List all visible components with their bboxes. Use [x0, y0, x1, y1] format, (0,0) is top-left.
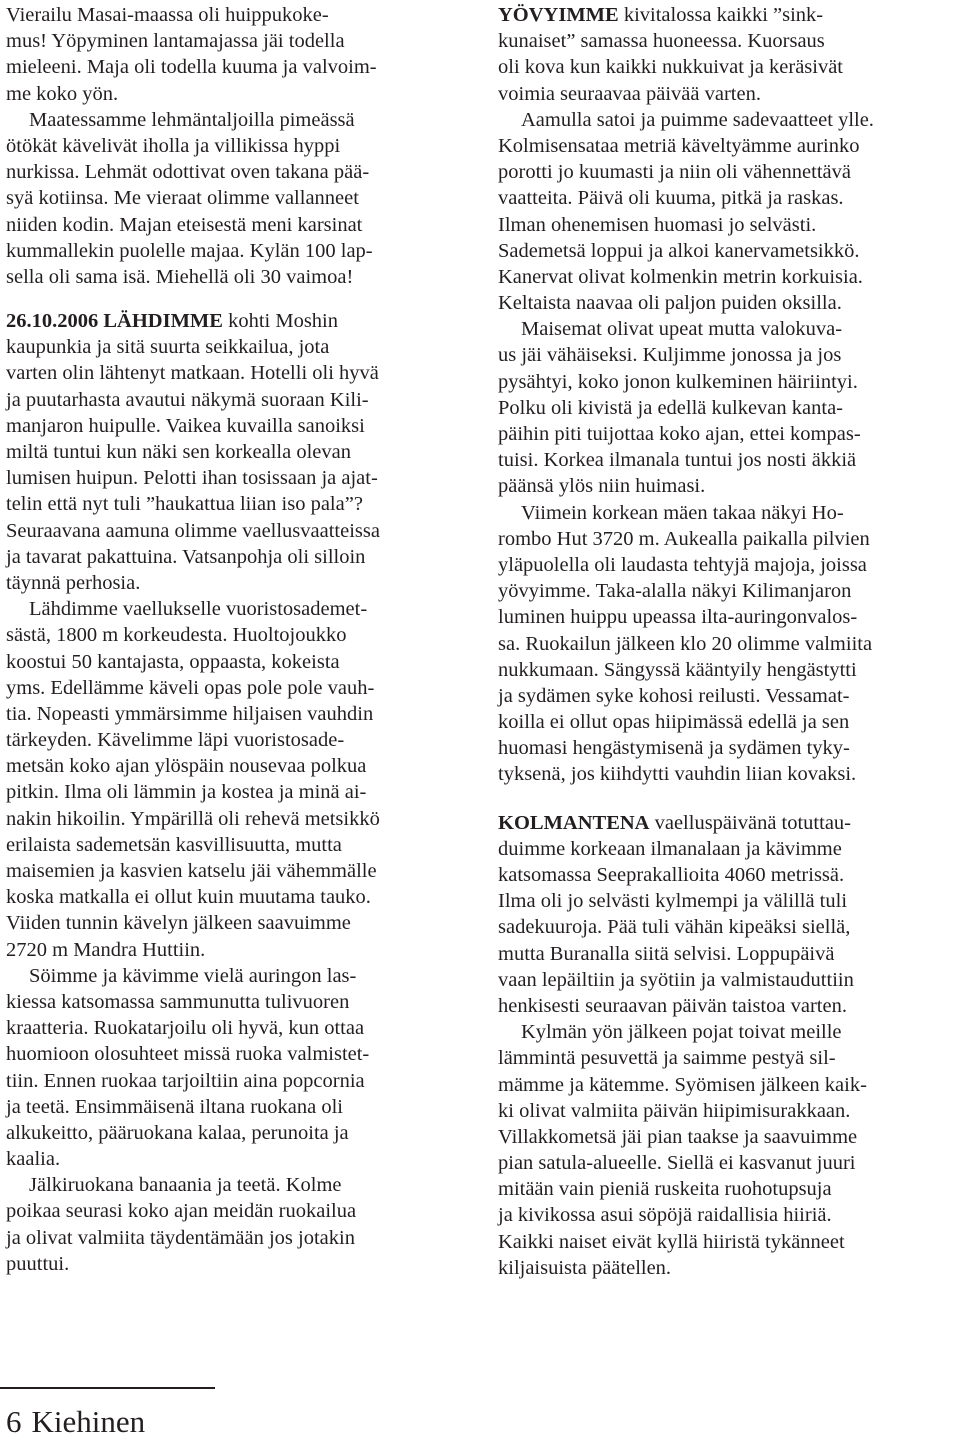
text-line — [498, 1176, 950, 1202]
line-text: ja teetä. Ensimmäisenä iltana ruokana oli — [6, 1095, 343, 1118]
line-text: ja kivikossa asui söpöjä raidallisia hiiriä. — [498, 1204, 832, 1227]
line-text: telin että nyt tuli ”haukattua liian iso pala”? — [6, 493, 363, 516]
text-line — [6, 387, 454, 413]
text-line — [6, 701, 454, 727]
line-text: Viiden tunnin kävelyn jälkeen saavuimme — [6, 912, 351, 935]
line-text: katsomassa Seeprakallioita 4060 metrissä. — [498, 864, 845, 886]
text-line — [498, 657, 950, 683]
line-text: ki olivat valmiita päivän hiipimisurakkaan. — [498, 1099, 851, 1122]
line-text: Polku oli kivistä ja edellä kulkevan kanta- — [498, 396, 843, 419]
text-line — [6, 212, 454, 238]
text-line — [6, 185, 454, 211]
line-text: tyksenä, jos kiihdytti vauhdin liian kovaksi. — [498, 763, 857, 786]
text-line — [6, 2, 454, 28]
line-text: Lähdimme vaellukselle vuoristosademet- — [29, 598, 368, 621]
text-line — [6, 989, 454, 1015]
text-line — [6, 238, 454, 264]
text-line — [498, 107, 950, 133]
text-line — [498, 862, 950, 888]
line-text: poikaa seurasi koko ajan meidän ruokailua — [6, 1200, 357, 1223]
line-text: mämme ja kätemme. Syömisen jälkeen kaik- — [498, 1073, 867, 1096]
text-line — [498, 54, 950, 80]
text-line — [498, 500, 950, 526]
line-text: pian satula-alueelle. Siellä ei kasvanut juuri — [498, 1152, 856, 1175]
line-text: manjaron huipulle. Vaikea kuvailla sanoiksi — [6, 414, 365, 437]
line-text: yövyimme. Taka-alalla näkyi Kilimanjaron — [498, 580, 852, 603]
text-line — [498, 526, 950, 552]
line-text: Söimme ja kävimme vielä auringon las- — [29, 964, 357, 987]
line-text: alkukeitto, pääruokana kalaa, perunoita ja — [6, 1121, 349, 1144]
text-line — [498, 473, 950, 499]
line-text: us jäi vähäiseksi. Kuljimme jonossa ja jos — [498, 344, 842, 367]
text-line — [6, 159, 454, 185]
text-line — [6, 518, 454, 544]
line-text: täynnä perhosia. — [6, 571, 141, 594]
line-text: porotti jo kuumasti ja niin oli vähennettävä — [498, 161, 851, 184]
line-text: Seuraavana aamuna olimme vaellusvaatteissa — [6, 519, 380, 542]
line-text: metsän koko ajan ylöspäin nousevaa polkua — [6, 755, 367, 778]
lead-in-heading: KOLMANTENA — [498, 811, 650, 834]
text-line — [6, 54, 454, 80]
text-line — [6, 779, 454, 805]
left-text-column — [6, 2, 454, 1277]
line-text: päihin piti tuijottaa koko ajan, ettei kompas- — [498, 423, 861, 445]
line-text: pitkin. Ilma oli lämmin ja kostea ja minä ai- — [6, 781, 367, 804]
text-line — [6, 360, 454, 386]
text-line — [6, 439, 454, 465]
line-text: 2720 m Mandra Huttiin. — [6, 938, 206, 961]
text-line — [6, 622, 454, 648]
paragraph-gap — [6, 290, 454, 308]
text-line — [498, 1098, 950, 1124]
text-line — [6, 806, 454, 832]
text-line — [498, 421, 950, 447]
line-text: koilla ei ollut opas hiipimässä edellä ja sen — [498, 711, 850, 734]
text-line — [498, 683, 950, 709]
page-number: 6 — [6, 1404, 22, 1439]
text-line — [498, 914, 950, 940]
line-text: ötökät kävelivät iholla ja villikissa hyppi — [6, 134, 341, 157]
text-line — [6, 1251, 454, 1277]
line-text: erilaista sademetsän kasvillisuutta, mutta — [6, 833, 342, 856]
text-line — [498, 447, 950, 473]
line-text: maisemien ja kasvien katselu jäi vähemmälle — [6, 860, 377, 882]
line-text: yms. Edellämme käveli opas pole pole vauh- — [6, 676, 375, 699]
text-line — [498, 133, 950, 159]
text-line — [6, 596, 454, 622]
text-line — [6, 1068, 454, 1094]
text-line — [498, 888, 950, 914]
text-line — [498, 1019, 950, 1045]
line-text: mus! Yöpyminen lantamajassa jäi todella — [6, 30, 345, 53]
text-line — [6, 465, 454, 491]
line-text: päänsä ylös niin huimasi. — [498, 475, 706, 498]
line-text: kohti Moshin — [222, 310, 338, 333]
line-text: ja olivat valmiita täydentämään jos jotakin — [6, 1226, 355, 1249]
line-text: vaatteita. Päivä oli kuuma, pitkä ja raskas. — [498, 187, 844, 210]
text-line — [498, 185, 950, 211]
line-text: Keltaista naavaa oli paljon puiden oksilla. — [498, 292, 842, 315]
line-text: mieleeni. Maja oli todella kuuma ja valvoim- — [6, 56, 377, 79]
line-text: oli kova kun kaikki nukkuivat ja keräsivät — [498, 56, 844, 79]
line-text: tia. Nopeasti ymmärsimme hiljaisen vauhdin — [6, 702, 374, 725]
text-line — [498, 1202, 950, 1228]
text-line — [6, 884, 454, 910]
line-text: vaan lepäiltiin ja syötiin ja valmistauduttiin — [498, 968, 854, 991]
text-line — [6, 832, 454, 858]
text-line — [498, 2, 950, 28]
line-text: syä kotiinsa. Me vieraat olimme vallanneet — [6, 187, 359, 210]
line-text: sästä, 1800 m korkeudesta. Huoltojoukko — [6, 624, 347, 647]
lead-in-heading: 26.10.2006 LÄHDIMME — [6, 310, 223, 333]
text-line — [498, 238, 950, 264]
text-line — [6, 727, 454, 753]
line-text: nurkissa. Lehmät odottivat oven takana pää- — [6, 161, 370, 184]
text-line — [498, 290, 950, 316]
line-text: henkisesti seuraavan päivän taistoa varten. — [498, 994, 847, 1017]
text-line — [498, 604, 950, 630]
lead-in-heading: YÖVYIMME — [498, 4, 619, 26]
text-line — [498, 395, 950, 421]
line-text: mutta Buranalla siitä selvisi. Loppupäivä — [498, 942, 835, 965]
text-line — [6, 264, 454, 290]
text-line — [6, 1120, 454, 1146]
text-line — [6, 107, 454, 133]
line-text: kummallekin puolelle majaa. Kylän 100 lap- — [6, 239, 373, 262]
line-text: tärkeyden. Kävelimme läpi vuoristosade- — [6, 729, 345, 752]
line-text: vaelluspäivänä totuttau- — [649, 811, 852, 834]
text-line — [6, 1094, 454, 1120]
text-line — [6, 910, 454, 936]
line-text: lämmintä pesuvettä ja saimme pestyä sil- — [498, 1047, 836, 1070]
text-line — [498, 735, 950, 761]
text-line — [6, 413, 454, 439]
text-line — [498, 552, 950, 578]
text-line — [6, 963, 454, 989]
line-text: ja puutarhasta avautui näkymä suoraan Kili- — [6, 388, 369, 411]
line-text: Vierailu Masai-maassa oli huippukoke- — [6, 4, 329, 26]
line-text: sadekuuroja. Pää tuli vähän kipeäksi siellä, — [498, 916, 851, 939]
footer-rule — [0, 1387, 215, 1389]
text-line — [498, 1150, 950, 1176]
text-line — [6, 308, 454, 334]
text-line — [498, 941, 950, 967]
line-text: Maisemat olivat upeat mutta valokuva- — [521, 318, 843, 341]
line-text: sa. Ruokailun jälkeen klo 20 olimme valmiita — [498, 632, 873, 655]
line-text: Sademetsä loppui ja alkoi kanervametsikkö. — [498, 239, 860, 262]
line-text: kaupunkia ja sitä suurta seikkailua, jota — [6, 336, 330, 359]
text-line — [6, 491, 454, 517]
text-line — [6, 753, 454, 779]
text-line — [6, 675, 454, 701]
line-text: Viimein korkean mäen takaa näkyi Ho- — [521, 501, 844, 524]
line-text: kiessa katsomassa sammunutta tulivuoren — [6, 990, 350, 1013]
text-line — [498, 1045, 950, 1071]
text-line — [6, 1198, 454, 1224]
text-line — [6, 570, 454, 596]
line-text: Ilma oli jo selvästi kylmempi ja välillä tuli — [498, 890, 848, 913]
text-line — [6, 858, 454, 884]
text-line — [498, 342, 950, 368]
text-line — [6, 1172, 454, 1198]
text-line — [498, 761, 950, 787]
line-text: kiljaisuista päätellen. — [498, 1256, 672, 1279]
line-text: yläpuolella oli laudasta tehtyjä majoja, joissa — [498, 553, 867, 576]
text-line — [6, 28, 454, 54]
line-text: ja tavarat pakattuina. Vatsanpohja oli silloin — [6, 545, 366, 568]
line-text: tuisi. Korkea ilmanala tuntui jos nosti äkkiä — [498, 449, 857, 472]
text-line — [6, 1015, 454, 1041]
text-line — [6, 544, 454, 570]
line-text: Kylmän yön jälkeen pojat toivat meille — [521, 1021, 842, 1044]
text-line — [498, 28, 950, 54]
text-line — [6, 937, 454, 963]
text-line — [498, 1124, 950, 1150]
line-text: pysähtyi, koko jonon kulkeminen häiriintyi. — [498, 370, 858, 393]
line-text: sella oli sama isä. Miehellä oli 30 vaimoa! — [6, 265, 354, 288]
line-text: koska matkalla ei ollut kuin muutama tauko. — [6, 886, 371, 909]
line-text: huomasi hengästymisenä ja sydämen tyky- — [498, 737, 850, 760]
text-line — [498, 81, 950, 107]
text-line — [6, 1146, 454, 1172]
text-line — [498, 967, 950, 993]
text-line — [498, 993, 950, 1019]
text-line — [498, 1229, 950, 1255]
line-text: koostui 50 kantajasta, oppaasta, kokeista — [6, 650, 340, 673]
line-text: varten olin lähtenyt matkaan. Hotelli oli hyvä — [6, 362, 379, 385]
line-text: miltä tuntui kun näki sen korkealla olevan — [6, 441, 351, 463]
text-line — [6, 1041, 454, 1067]
line-text: Kanervat olivat kolmenkin metrin korkuisia. — [498, 265, 863, 288]
line-text: voimia seuraavaa päivää varten. — [498, 82, 761, 105]
line-text: Kaikki naiset eivät kyllä hiiristä tykänneet — [498, 1230, 845, 1253]
page-footer — [6, 1405, 145, 1439]
line-text: ja sydämen syke kohosi reilusti. Vessamat- — [498, 684, 850, 707]
text-line — [498, 159, 950, 185]
text-line — [6, 649, 454, 675]
line-text: kraatteria. Ruokatarjoilu oli hyvä, kun ottaa — [6, 1017, 365, 1040]
text-line — [6, 1225, 454, 1251]
line-text: puuttui. — [6, 1252, 70, 1275]
text-line — [498, 264, 950, 290]
text-line — [498, 631, 950, 657]
line-text: Kolmisensataa metriä käveltyämme aurinko — [498, 134, 860, 157]
text-line — [498, 212, 950, 238]
text-line — [498, 810, 950, 836]
text-line — [498, 578, 950, 604]
line-text: mitään vain pieniä ruskeita ruohotupsuja — [498, 1178, 832, 1201]
line-text: Maatessamme lehmäntaljoilla pimeässä — [29, 108, 355, 131]
text-line — [6, 81, 454, 107]
line-text: luminen huippu upeassa ilta-auringonvalos- — [498, 606, 858, 629]
line-text: Ilman ohenemisen huomasi jo selvästi. — [498, 213, 817, 236]
line-text: kunaiset” samassa huoneessa. Kuorsaus — [498, 30, 825, 53]
line-text: nukkumaan. Sängyssä kääntyily hengästytti — [498, 658, 857, 681]
publication-name: Kiehinen — [31, 1404, 146, 1439]
text-line — [498, 709, 950, 735]
text-line — [6, 334, 454, 360]
line-text: nakin hikoilin. Ympärillä oli rehevä metsikkö — [6, 807, 380, 830]
right-text-column — [498, 2, 950, 1281]
line-text: me koko yön. — [6, 82, 119, 105]
text-line — [498, 1072, 950, 1098]
text-line — [498, 369, 950, 395]
line-text: lumisen huipun. Pelotti ihan tosissaan ja ajat- — [6, 467, 378, 490]
line-text: Villakkometsä jäi pian taakse ja saavuimme — [498, 1125, 858, 1148]
line-text: kaalia. — [6, 1148, 61, 1171]
line-text: Aamulla satoi ja puimme sadevaatteet ylle. — [521, 108, 874, 131]
line-text: kivitalossa kaikki ”sink- — [618, 4, 824, 26]
line-text: niiden kodin. Majan eteisestä meni karsinat — [6, 213, 363, 236]
paragraph-gap — [498, 788, 950, 810]
text-line — [6, 133, 454, 159]
line-text: Jälkiruokana banaania ja teetä. Kolme — [29, 1174, 342, 1197]
text-line — [498, 836, 950, 862]
line-text: tiin. Ennen ruokaa tarjoiltiin aina popcornia — [6, 1069, 365, 1092]
line-text: duimme korkeaan ilmanalaan ja kävimme — [498, 837, 842, 860]
text-line — [498, 1255, 950, 1281]
text-line — [498, 316, 950, 342]
line-text: huomioon olosuhteet missä ruoka valmistet- — [6, 1043, 370, 1066]
line-text: rombo Hut 3720 m. Aukealla paikalla pilvien — [498, 527, 870, 550]
